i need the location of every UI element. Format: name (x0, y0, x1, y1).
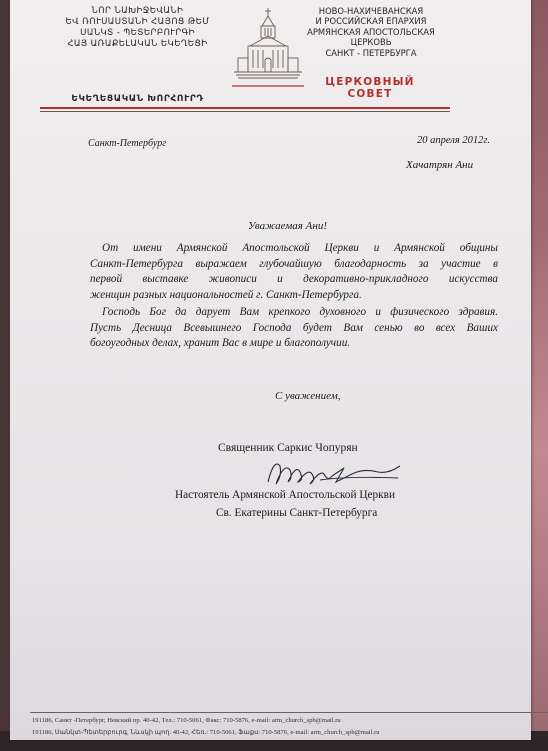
letterhead-russian-line: САНКТ - ПЕТЕРБУРГА (325, 47, 417, 58)
letterhead-russian (306, 6, 436, 58)
paragraph-line: женщин разных национальностей г. Санкт-Петербурга. (90, 288, 362, 301)
letter-paragraph-1 (90, 241, 498, 303)
footer-address-russian: 191186, Санкт -Петербург, Невский пр. 40-42, Тел.: 710-5061, Факс: 710-5876, e-mail: arm_church_spb@mail.ru (32, 717, 341, 724)
paragraph-line: богоугодных делах, хранит Вас в мире и благополучии. (90, 337, 351, 349)
letter-salutation: Уважаемая Ани! (248, 220, 328, 232)
letterhead-armenian-line: ՆՈՐ ՆԱԽԻՋԵՎԱՆԻ (91, 6, 184, 16)
footer-address-armenian: 191186, Սանկտ-Պետերբուրգ, Նևսկի պող. 40-42, Հեռ.: 710-5061, Ֆաքս: 710-5876, e-mail: arm_church_spb@mail.ru (32, 729, 380, 736)
letterhead-armenian-line: ՍԱՆԿՏ - ՊԵՏԵՐԲՈՒՐԳԻ (80, 28, 195, 38)
letter-closing: С уважением, (275, 390, 341, 402)
letter-paragraph-2 (90, 305, 498, 352)
letterhead-russian-line: И РОССИЙСКАЯ ЕПАРХИЯ (315, 16, 427, 27)
paragraph-line: Пусть Десница Всевышнего Господа будет Вам сенью во всех Ваших (90, 321, 498, 334)
paragraph-line: первой выставке живописи и декоративно-прикладного искусства (90, 273, 498, 285)
signer-title-line-1: Настоятель Армянской Апостольской Церкви (175, 489, 396, 501)
letterhead-armenian-council: ԵԿԵՂԵՑԱԿԱՆ ԽՈՐՀՈՒՐԴ (71, 94, 204, 104)
letterhead-armenian-line: ՀԱՅ ԱՌԱՔԵԼԱԿԱՆ ԵԿԵՂԵՑԻ (67, 39, 208, 49)
paragraph-line: Санкт-Петербурга выражаем глубочайшую благодарность за участие в (90, 257, 498, 270)
letterhead-divider-thin (40, 111, 450, 112)
paragraph-line: От имени Армянской Апостольской Церкви и Армянской общины (102, 242, 498, 254)
letterhead-armenian-line: ԵՎ ՌՈՒՍԱՍՏԱՆԻ ՀԱՅՈՑ ԹԵՄ (65, 17, 210, 27)
signer-title-line-2: Св. Екатерины Санкт-Петербурга (216, 507, 378, 519)
letterhead-russian-council: ЦЕРКОВНЫЙ СОВЕТ (325, 76, 415, 100)
signer-name: Священник Саркис Чопурян (218, 442, 358, 454)
handwritten-signature (260, 452, 410, 492)
letterhead-armenian (40, 6, 235, 50)
letter-paper (10, 0, 531, 740)
letterhead-russian-line: НОВО-НАХИЧЕВАНСКАЯ (318, 6, 424, 16)
letter-city: Санкт-Петербург (88, 138, 167, 149)
letter-date: 20 апреля 2012г. (417, 135, 490, 146)
paragraph-line: Господь Бог да дарует Вам крепкого духовного и физического здравия. (102, 306, 498, 318)
church-emblem-icon (232, 6, 304, 98)
letter-recipient: Хачатрян Ани (406, 159, 474, 171)
footer-divider (30, 712, 548, 713)
letterhead-divider (40, 107, 450, 109)
letterhead-russian-line: АРМЯНСКАЯ АПОСТОЛЬСКАЯ ЦЕРКОВЬ (307, 26, 435, 48)
